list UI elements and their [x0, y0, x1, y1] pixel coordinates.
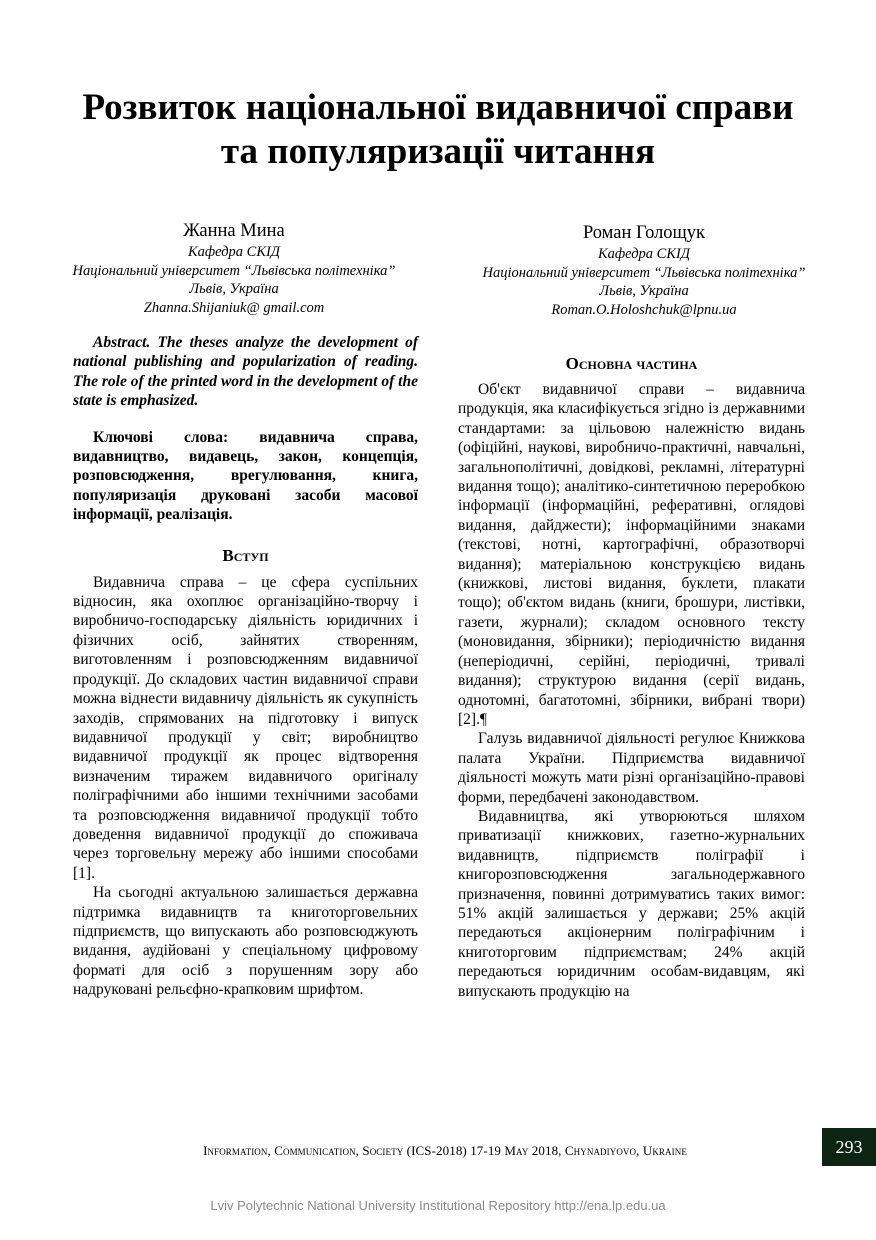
author-name: Жанна Мина	[183, 221, 285, 241]
left-column	[73, 333, 418, 1000]
main-paragraph: Об'єкт видавничої справи – видавнича продукція, яка класифікується згідно із державними стандартами: за цільовою належністю видань (офіційні, наукові, виробничо-практичні, навчальні, загальнополітичні, довідкові, рекламні, літературні видання тощо); аналітико-синтетичною переробкою інформації (інформаційні, реферативні, оглядові видання, дайджести); інформаційними знаками (текстові, нотні, картографічні, образотворчі видання); матеріальною конструкцією видань (книжкові, листові видання, буклети, плакати тощо); об'єктом видань (книги, брошури, листівки, газети, журнали); складом основного тексту (моновидання, збірники); періодичністю видання (неперіодичні, серійні, періодичні, тривалі видання); структурою видання (серії видань, однотомні, багатотомні, збірники, вибрані твори) [2].¶	[458, 381, 805, 728]
author-block-2	[452, 221, 836, 319]
author-email: Roman.O.Holoshchuk@lpnu.ua	[551, 301, 737, 318]
author-university: Національний університет “Львівська політехніка”	[72, 262, 396, 279]
main-paragraph: Видавництва, які утворюються шляхом приватизації книжкових, газетно-журнальних видавництв, підприємств поліграфії і книгорозповсюдження загальнодержавного призначення, повинні дотримуватись таких вимог: 51% акцій залишається у держави; 25% акцій передаються акціонерним поліграфічним і книготорговим підприємствам; 24% акцій передаються юридичним особам-видавцям, які випускають продукцію на	[458, 807, 805, 1000]
author-department: Кафедра СКІД	[597, 246, 691, 262]
author-email: Zhanna.Shijaniuk@ gmail.com	[143, 299, 325, 316]
keywords: Ключові слова: видавнича справа, видавництво, видавець, закон, концепція, розповсюдження, врегулювання, книга, популяризація друковані засоби масової інформації, реалізація.	[73, 428, 418, 524]
page-number: 293	[822, 1128, 876, 1166]
title-line-1: Розвиток національної видавничої справи	[82, 87, 794, 128]
author-block-1	[46, 219, 422, 317]
author-department: Кафедра СКІД	[187, 244, 281, 260]
repository-watermark: Lviv Polytechnic National University Institutional Repository http://ena.lp.edu.ua	[210, 1198, 666, 1213]
right-column	[458, 352, 805, 1001]
section-heading-main: Основна частина	[565, 354, 698, 373]
main-paragraph: Галузь видавничої діяльності регулює Книжкова палата України. Підприємства видавничої діяльності можуть мати різні організаційно-правові форми, передбачені законодавством.	[458, 730, 805, 806]
author-city: Львів, Україна	[599, 283, 689, 299]
author-city: Львів, Україна	[189, 281, 279, 297]
section-heading-intro: Вступ	[222, 545, 269, 565]
intro-paragraph: На сьогодні актуальною залишається державна підтримка видавництв та книготорговельних підприємств, що випускають або розповсюджують видання, аудійовані у спеціальному цифровому форматі для осіб з порушенням зору або надруковані рельєфно-крапковим шрифтом.	[73, 884, 418, 999]
intro-paragraph: Видавнича справа – це сфера суспільних відносин, яка охоплює організаційно-творчу і виробничо-господарську діяльність юридичних і фізичних осіб, зайнятих створенням, виготовленням і розповсюдженням видавничої продукції. До складових частин видавничої справи можна віднести видавничу діяльність як сукупність заходів, спрямованих на підготовку і випуск видавничої продукції у світ; виробництво видавничої продукції як процес відтворення визначеним тиражем видавничого оригіналу поліграфічними або іншими технічними засобами та розповсюдження видавничої продукції тобто доведення видавничої продукції до споживача через торговельну мережу або іншими способами [1].	[73, 573, 418, 882]
paper-title	[40, 86, 836, 174]
author-name: Роман Голощук	[582, 223, 706, 243]
title-line-2: та популяризації читання	[220, 131, 656, 172]
conference-footer: Information, Communication, Society (ICS-2018) 17-19 May 2018, Chynadiyovo, Ukraine	[203, 1143, 687, 1158]
abstract: Abstract. The theses analyze the development of national publishing and popularization of reading. The role of the printed word in the development of the state is emphasized.	[73, 334, 418, 410]
author-university: Національний університет “Львівська політехніка”	[482, 264, 806, 281]
